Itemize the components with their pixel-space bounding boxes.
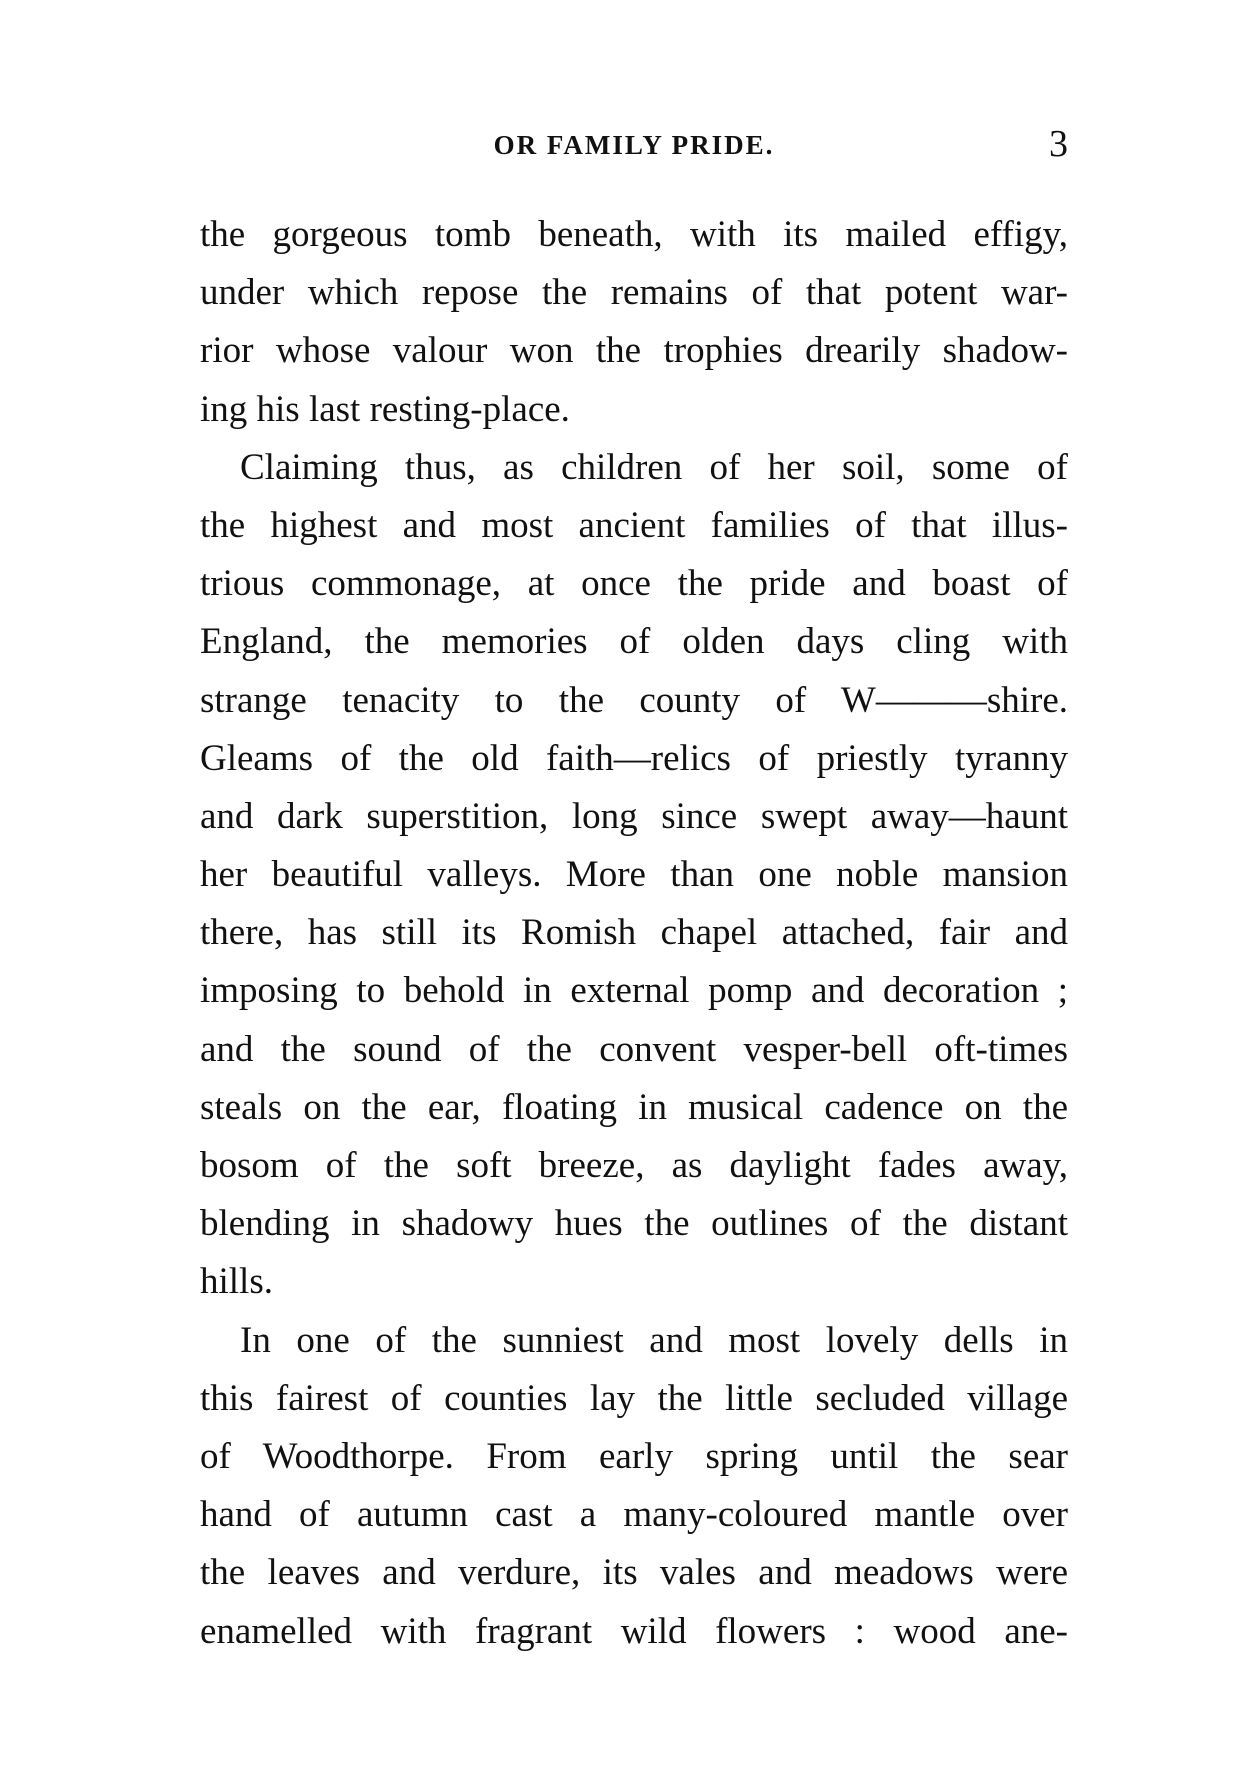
running-head — [200, 122, 1068, 172]
text-line: bosom of the soft breeze, as daylight fades away, — [200, 1145, 1068, 1186]
running-title: OR FAMILY PRIDE. — [493, 130, 775, 160]
text-line: In one of the sunniest and most lovely dells in — [240, 1319, 1068, 1361]
text-line: England, the memories of olden days cling with — [200, 621, 1068, 663]
text-line: hand of autumn cast a many-coloured mantle over — [200, 1494, 1068, 1536]
text-line: the leaves and verdure, its vales and meadows were — [200, 1552, 1068, 1594]
page-number: 3 — [1049, 123, 1068, 165]
text-line: rior whose valour won the trophies drearily shadow- — [200, 330, 1068, 372]
text-line: ing his last resting-place. — [200, 388, 570, 430]
text-line: this fairest of counties lay the little secluded village — [200, 1377, 1068, 1419]
text-line: and dark superstition, long since swept away—haunt — [200, 795, 1068, 837]
text-line: the highest and most ancient families of that illus- — [200, 504, 1068, 546]
text-line: imposing to behold in external pomp and decoration ; — [200, 970, 1068, 1012]
text-line: enamelled with fragrant wild flowers : wood ane- — [200, 1610, 1068, 1652]
text-line: Gleams of the old faith—relics of priestly tyranny — [200, 737, 1068, 779]
text-line: blending in shadowy hues the outlines of the distant — [200, 1203, 1068, 1245]
body-text — [200, 206, 1068, 1661]
text-line: the gorgeous tomb beneath, with its mailed effigy, — [200, 214, 1068, 255]
text-line: Claiming thus, as children of her soil, some of — [240, 446, 1068, 488]
text-line: strange tenacity to the county of W———shire. — [200, 679, 1068, 721]
text-line: hills. — [200, 1261, 273, 1303]
text-line: of Woodthorpe. From early spring until the sear — [200, 1435, 1068, 1477]
text-line: her beautiful valleys. More than one noble mansion — [200, 854, 1068, 896]
text-line: there, has still its Romish chapel attached, fair and — [200, 912, 1068, 954]
text-line: trious commonage, at once the pride and boast of — [200, 563, 1068, 605]
text-line: steals on the ear, floating in musical cadence on the — [200, 1086, 1068, 1128]
text-line: and the sound of the convent vesper-bell oft-times — [200, 1028, 1068, 1070]
text-line: under which repose the remains of that potent war- — [200, 272, 1068, 314]
